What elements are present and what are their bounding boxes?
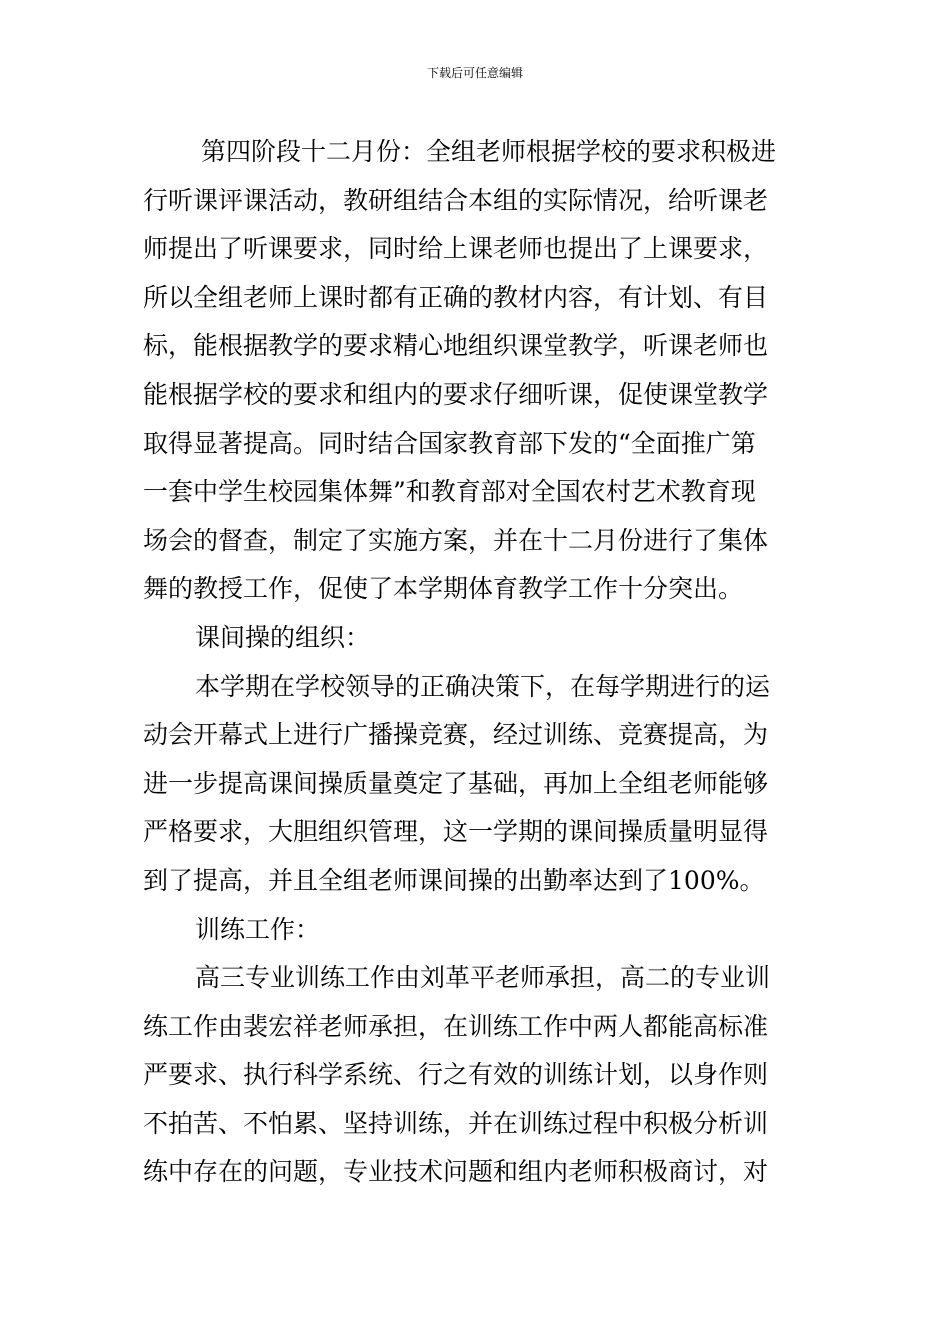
paragraph-line: 高三专业训练工作由刘革平老师承担，高二的专业训 xyxy=(195,963,771,993)
paragraph-line: 所以全组老师上课时都有正确的教材内容，有计划、有目 xyxy=(143,282,769,312)
paragraph-line: 能根据学校的要求和组内的要求仔细听课，促使课堂教学 xyxy=(143,379,769,409)
paragraph-line: 练工作由裴宏祥老师承担，在训练工作中两人都能高标准 xyxy=(143,1011,769,1041)
document-body xyxy=(143,128,807,1197)
paragraph-line: 师提出了听课要求，同时给上课老师也提出了上课要求， xyxy=(143,234,769,264)
paragraph-line: 本学期在学校领导的正确决策下，在每学期进行的运 xyxy=(195,671,771,701)
paragraph-line: 第四阶段十二月份：全组老师根据学校的要求积极进 xyxy=(201,137,777,166)
paragraph-line: 到了提高，并且全组老师课间操的出勤率达到了100%。 xyxy=(143,865,765,895)
section-heading: 课间操的组织： xyxy=(195,622,371,652)
paragraph-line: 行听课评课活动，教研组结合本组的实际情况，给听课老 xyxy=(143,185,769,215)
paragraph-line: 严格要求，大胆组织管理，这一学期的课间操质量明显得 xyxy=(143,817,769,847)
paragraph-line: 标，能根据教学的要求精心地组织课堂教学，听课老师也 xyxy=(143,331,769,361)
paragraph-line: 舞的教授工作，促使了本学期体育教学工作十分突出。 xyxy=(143,574,744,604)
paragraph-line: 练中存在的问题，专业技术问题和组内老师积极商讨，对 xyxy=(143,1157,769,1187)
paragraph-line: 严要求、执行科学系统、行之有效的训练计划，以身作则 xyxy=(143,1060,769,1090)
paragraph-line: 进一步提高课间操质量奠定了基础，再加上全组老师能够 xyxy=(143,768,769,798)
paragraph-line: 场会的督查，制定了实施方案，并在十二月份进行了集体 xyxy=(143,525,769,555)
paragraph-line: 一套中学生校园集体舞”和教育部对全国农村艺术教育现 xyxy=(143,477,756,507)
paragraph-line: 取得显著提高。同时结合国家教育部下发的“全面推广第 xyxy=(143,428,756,458)
paragraph-line: 动会开幕式上进行广播操竞赛，经过训练、竞赛提高，为 xyxy=(143,720,769,750)
section-heading: 训练工作： xyxy=(195,914,321,944)
page-header: 下载后可任意编辑 xyxy=(426,66,523,80)
paragraph-line: 不拍苦、不怕累、坚持训练，并在训练过程中积极分析训 xyxy=(143,1108,769,1138)
